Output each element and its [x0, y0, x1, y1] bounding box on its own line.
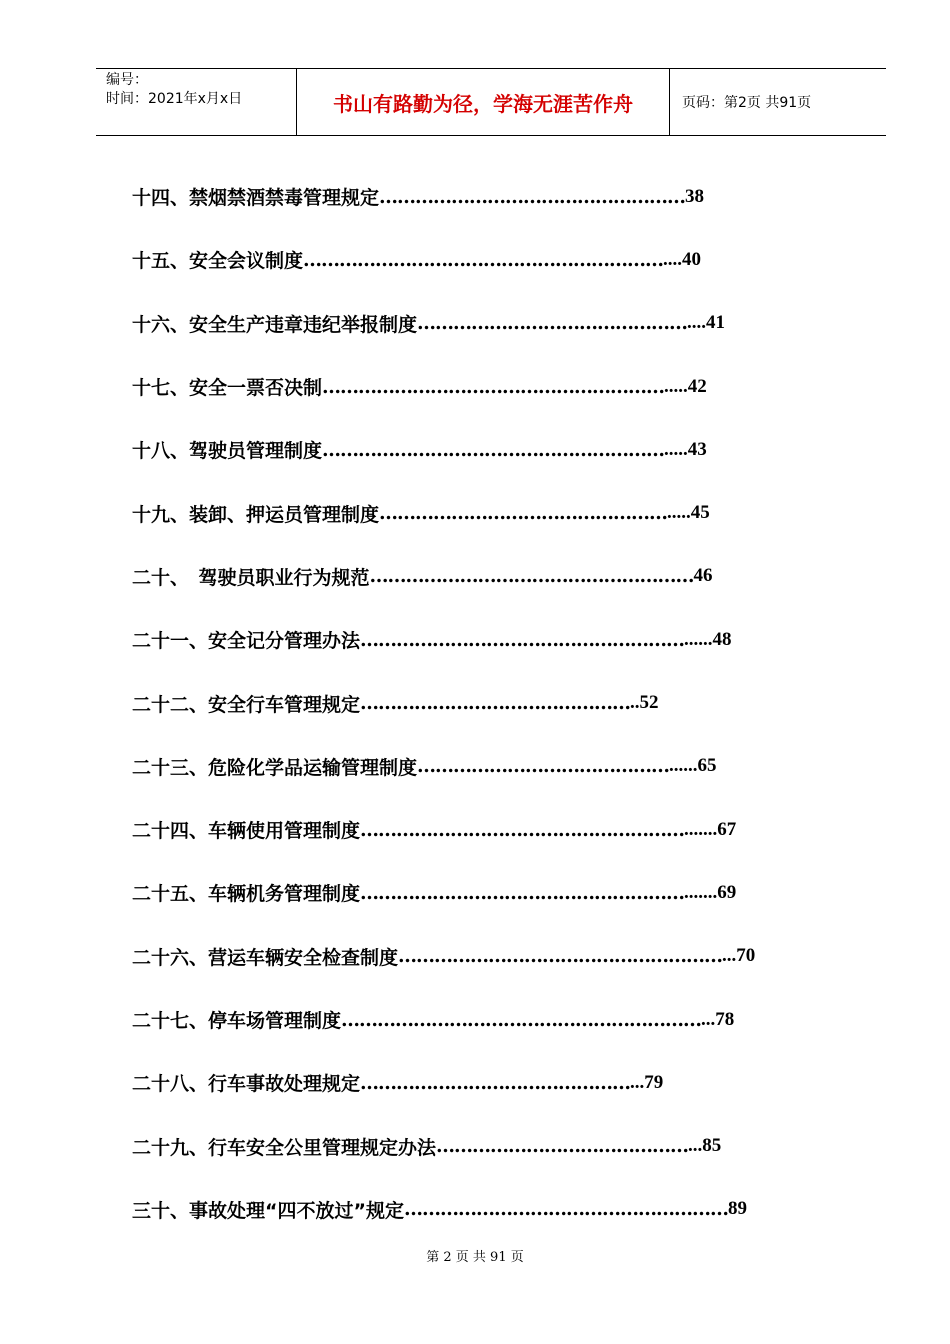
toc-entry-leader: ……………………………………	[417, 755, 670, 778]
toc-entry-leader: …………………………………………………	[322, 438, 665, 461]
toc-entry-title: 三十、事故处理“四不放过”规定	[132, 1199, 404, 1222]
toc-entry	[132, 735, 852, 798]
toc-entry-page: 89	[727, 1198, 747, 1220]
toc-entry-page: .......69	[684, 881, 737, 903]
toc-entry	[132, 1051, 852, 1114]
toc-entry	[132, 988, 852, 1051]
toc-entry-page: .....45	[667, 502, 710, 524]
toc-entry	[132, 418, 852, 481]
toc-entry-leader: ………………………………………………	[403, 1198, 728, 1221]
toc-entry-leader: ………………………………………………	[360, 628, 685, 651]
toc-entry	[132, 798, 852, 861]
toc-entry	[132, 545, 852, 608]
toc-entry-page: 38	[685, 185, 705, 207]
toc-entry	[132, 165, 852, 228]
toc-entry-leader: ………………………………………………	[398, 945, 723, 968]
toc-entry-page: ...85	[688, 1135, 722, 1157]
toc-entry-leader: ………………………………………………	[360, 818, 685, 841]
toc-entry-title: 二十一、安全记分管理办法	[132, 630, 361, 653]
toc-entry-leader: …………………………………………	[379, 502, 668, 525]
toc-entry-leader: ………………………………………………	[360, 881, 685, 904]
toc-entry-leader: ……………………………………………	[379, 185, 686, 208]
toc-entry	[132, 1178, 852, 1241]
table-of-contents	[132, 165, 852, 1241]
toc-entry-title: 十七、安全一票否决制	[132, 377, 323, 400]
page-header	[96, 68, 886, 136]
toc-entry	[132, 1114, 852, 1177]
toc-entry	[132, 608, 852, 671]
toc-entry	[132, 228, 852, 291]
header-page-info: 页码：第2页 共91页	[682, 95, 812, 111]
toc-entry-title: 二十五、车辆机务管理制度	[132, 883, 361, 906]
toc-entry-title: 二十九、行车安全公里管理规定办法	[132, 1136, 437, 1159]
toc-entry-title: 十五、安全会议制度	[132, 250, 304, 273]
toc-entry-title: 十四、禁烟禁酒禁毒管理规定	[132, 187, 380, 210]
toc-entry	[132, 355, 852, 418]
page-footer: 第 2 页 共 91 页	[426, 1250, 524, 1265]
time-label: 时间：2021年x月x日	[106, 91, 243, 107]
toc-entry-title: 十六、安全生产违章违纪举报制度	[132, 313, 418, 336]
toc-entry-page: ...78	[701, 1008, 735, 1030]
toc-entry-page: ...79	[630, 1071, 664, 1093]
toc-entry	[132, 671, 852, 734]
toc-entry	[132, 481, 852, 544]
toc-entry-title: 二十、 驾驶员职业行为规范	[132, 566, 370, 589]
toc-entry-page: ....41	[687, 312, 726, 334]
toc-entry	[132, 861, 852, 924]
toc-entry-leader: ……………………………………	[436, 1135, 689, 1158]
toc-entry-title: 十九、装卸、押运员管理制度	[132, 503, 380, 526]
toc-entry	[132, 925, 852, 988]
toc-entry-page: .......67	[684, 818, 737, 840]
toc-entry-title: 二十四、车辆使用管理制度	[132, 820, 361, 843]
toc-entry-title: 二十八、行车事故处理规定	[132, 1073, 361, 1096]
toc-entry-title: 二十三、危险化学品运输管理制度	[132, 756, 418, 779]
toc-entry-leader: ……………………………………………………	[341, 1008, 702, 1031]
toc-entry-title: 二十六、营运车辆安全检查制度	[132, 946, 399, 969]
toc-entry-page: ......48	[684, 628, 732, 650]
toc-entry-title: 二十七、停车场管理制度	[132, 1010, 342, 1032]
toc-entry-leader: ………………………………………	[360, 1071, 631, 1094]
toc-entry-leader: ………………………………………	[417, 312, 688, 335]
toc-entry-page: ...70	[722, 945, 756, 967]
toc-entry-title: 二十二、安全行车管理规定	[132, 693, 361, 716]
toc-entry-page: .....42	[664, 375, 707, 397]
toc-entry-title: 十八、驾驶员管理制度	[132, 440, 323, 463]
toc-entry-leader: ………………………………………………	[369, 565, 694, 588]
toc-entry-page: .....43	[664, 438, 707, 460]
toc-entry-leader: ………………………………………	[360, 692, 631, 715]
header-motto: 书山有路勤为径，学海无涯苦作舟	[297, 69, 670, 135]
number-label: 编号：	[106, 72, 148, 88]
toc-entry-leader: …………………………………………………	[322, 375, 665, 398]
toc-entry-leader: ……………………………………………………	[303, 248, 664, 271]
toc-entry-page: ..52	[630, 692, 659, 714]
toc-entry-page: ......65	[669, 755, 717, 777]
toc-entry	[132, 292, 852, 355]
header-meta	[96, 69, 297, 135]
toc-entry-page: 46	[693, 565, 713, 587]
toc-entry-page: ....40	[663, 248, 702, 270]
